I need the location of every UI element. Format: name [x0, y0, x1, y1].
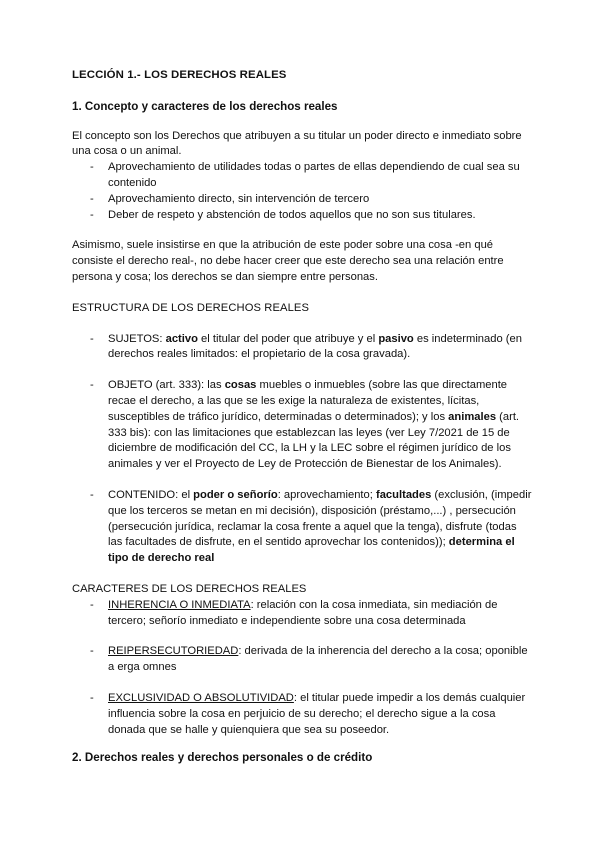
concept-bullet-list [72, 160, 532, 223]
caracter-item [72, 691, 532, 738]
caracter-text: : relación con la cosa inmediata, sin mediación de tercero; señorío inmediato e independiente sobre una cosa determinada [108, 598, 498, 627]
lesson-title: LECCIÓN 1.- LOS DERECHOS REALES [72, 69, 287, 81]
contenido-poder: poder o señorío [193, 488, 278, 501]
caracter-item [72, 598, 532, 630]
section-2-heading: 2. Derechos reales y derechos personales o de crédito [72, 751, 373, 765]
contenido-facultades: facultades [375, 488, 432, 501]
sujetos-text-2: el titular del poder que atribuye y el [197, 332, 379, 345]
caracter-label: INHERENCIA O INMEDIATA [108, 598, 251, 611]
section-1-heading: 1. Concepto y caracteres de los derechos reales [72, 99, 338, 113]
estructura-list [72, 332, 532, 567]
sujetos-item [72, 332, 532, 364]
objeto-item [72, 378, 532, 473]
concept-block [72, 129, 532, 224]
contenido-text-2: : aprovechamiento; [277, 488, 376, 501]
caracter-text: : el titular puede impedir a los demás cualquier influencia sobre la cosa en perjuicio de su derecho; el derecho sigue a la cosa donada que se halle y quienquiera que sea su poseedor. [108, 691, 526, 736]
concept-paragraph-2: Asimismo, suele insistirse en que la atribución de este poder sobre una cosa -en qué consiste el derecho real-, no debe hacer creer que este derecho sea una relación entre persona y cosa; los derechos se dan siempre entre personas. [72, 239, 504, 283]
contenido-determina: determina el tipo de derecho real [108, 536, 515, 565]
contenido-text-1: CONTENIDO: el [108, 488, 194, 501]
caracteres-list [72, 598, 532, 739]
concept-bullet: - Aprovechamiento de utilidades todas o partes de ellas dependiendo de cual sea su contenido [72, 160, 532, 192]
document-page [72, 68, 532, 780]
sujetos-activo: activo [165, 332, 198, 345]
sujetos-text-1: SUJETOS: [108, 332, 166, 345]
objeto-cosas: cosas [224, 379, 257, 392]
sujetos-pasivo: pasivo [378, 332, 414, 345]
concept-bullet: - Deber de respeto y abstención de todos aquellos que no son sus titulares. [72, 208, 532, 224]
caracter-text: : derivada de la inherencia del derecho a la cosa; oponible a erga omnes [108, 645, 528, 674]
contenido-item [72, 488, 532, 567]
caracter-label: REIPERSECUTORIEDAD [108, 645, 239, 658]
objeto-text-3: (art. 333 bis): con las limitaciones que establezcan las leyes (ver Ley 7/2021 de 15 de diciembre de modificación del CC, la LH y la LEC sobre el régimen jurídico de los animales y ver el Proyecto de Ley de Protección de Bienestar de los Animales). [108, 410, 520, 471]
objeto-text-1: OBJETO (art. 333): las [108, 379, 225, 392]
contenido-text-3: (exclusión, (impedir que los terceros se metan en mi decisión), disposición (préstamo,...) , persecución (persecución jurídica, reclamar la cosa frente a aquel que la tenga), disfrute (todas las facultades de disfrute, en el sentido aprovechar los contenidos)); [108, 488, 532, 549]
caracter-label: EXCLUSIVIDAD O ABSOLUTIVIDAD [108, 691, 294, 704]
concept-intro: El concepto son los Derechos que atribuyen a su titular un poder directo e inmediato sobre una cosa o un animal. [72, 129, 522, 158]
caracter-item [72, 644, 532, 676]
caracteres-heading: CARACTERES DE LOS DERECHOS REALES [72, 582, 307, 595]
sujetos-text-3: es indeterminado (en derechos reales limitados: el propietario de la cosa gravada). [108, 332, 522, 361]
concept-bullet: - Aprovechamiento directo, sin intervención de tercero [72, 192, 532, 208]
objeto-text-2: muebles o inmuebles (sobre las que directamente recae el derecho, a las que se les exige la naturaleza de existentes, lícitas, susceptibles de tráfico jurídico, determinadas o determinados); y los [108, 379, 508, 423]
estructura-heading: ESTRUCTURA DE LOS DERECHOS REALES [72, 301, 310, 314]
objeto-animales: animales [448, 410, 497, 423]
